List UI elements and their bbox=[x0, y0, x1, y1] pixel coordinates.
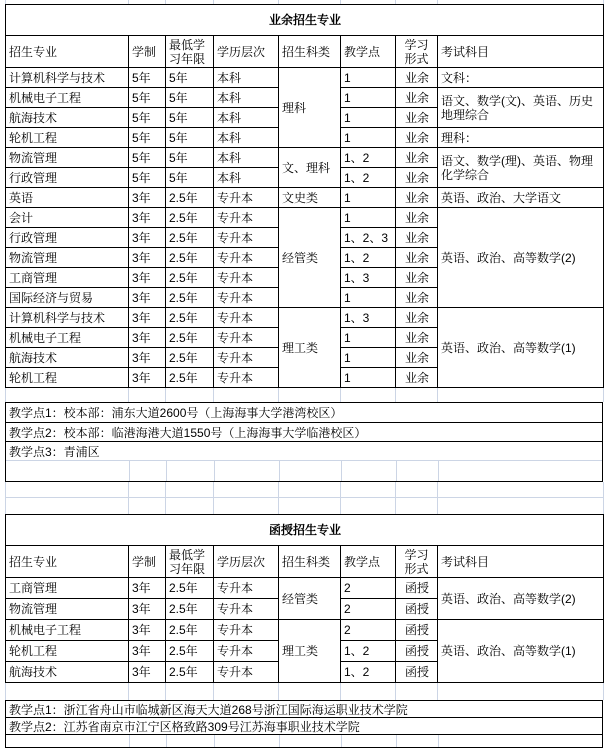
cell-site: 1 bbox=[341, 188, 396, 208]
cell-exam: 英语、政治、高等数学(2) bbox=[438, 578, 604, 620]
note-line: 教学点1：浙江省舟山市临城新区海天大道268号浙江国际海运职业技术学院 bbox=[6, 701, 602, 718]
column-header-min-years: 最低学习年限 bbox=[166, 546, 214, 578]
table-row bbox=[6, 620, 604, 641]
cell-level: 专升本 bbox=[214, 208, 279, 228]
cell-mode: 业余 bbox=[396, 268, 438, 288]
cell-years: 3年 bbox=[129, 599, 166, 620]
cell-major: 机械电子工程 bbox=[6, 88, 129, 108]
cell-years: 3年 bbox=[129, 348, 166, 368]
cell-category: 文、理科 bbox=[279, 148, 341, 188]
cell-site: 1、2 bbox=[341, 662, 396, 683]
cell-mode: 函授 bbox=[396, 662, 438, 683]
cell-level: 专升本 bbox=[214, 599, 279, 620]
cell-major: 行政管理 bbox=[6, 228, 129, 248]
table-title: 函授招生专业 bbox=[6, 515, 604, 546]
cell-min-years: 5年 bbox=[166, 88, 214, 108]
cell-level: 本科 bbox=[214, 148, 279, 168]
cell-site: 1 bbox=[341, 108, 396, 128]
cell-years: 3年 bbox=[129, 328, 166, 348]
cell-mode: 函授 bbox=[396, 578, 438, 599]
cell-years: 5年 bbox=[129, 148, 166, 168]
cell-level: 专升本 bbox=[214, 188, 279, 208]
cell-site: 1、2 bbox=[341, 168, 396, 188]
cell-min-years: 5年 bbox=[166, 68, 214, 88]
cell-major: 计算机科学与技术 bbox=[6, 308, 129, 328]
column-header-exam: 考试科目 bbox=[438, 546, 604, 578]
table-row bbox=[6, 148, 604, 168]
cell-years: 5年 bbox=[129, 128, 166, 148]
cell-major: 计算机科学与技术 bbox=[6, 68, 129, 88]
cell-site: 1 bbox=[341, 128, 396, 148]
cell-major: 轮机工程 bbox=[6, 368, 129, 388]
cell-exam: 英语、政治、高等数学(1) bbox=[438, 308, 604, 388]
cell-min-years: 2.5年 bbox=[166, 188, 214, 208]
cell-mode: 业余 bbox=[396, 248, 438, 268]
table-row bbox=[6, 188, 604, 208]
cell-site: 2 bbox=[341, 599, 396, 620]
gridline-strip bbox=[6, 735, 604, 747]
cell-min-years: 5年 bbox=[166, 108, 214, 128]
cell-min-years: 2.5年 bbox=[166, 641, 214, 662]
cell-years: 3年 bbox=[129, 620, 166, 641]
cell-min-years: 5年 bbox=[166, 148, 214, 168]
cell-min-years: 2.5年 bbox=[166, 288, 214, 308]
cell-min-years: 2.5年 bbox=[166, 368, 214, 388]
cell-level: 本科 bbox=[214, 88, 279, 108]
cell-years: 3年 bbox=[129, 641, 166, 662]
cell-category: 经管类 bbox=[279, 578, 341, 620]
cell-min-years: 2.5年 bbox=[166, 308, 214, 328]
gridline-strip bbox=[5, 683, 604, 700]
cell-mode: 业余 bbox=[396, 228, 438, 248]
hanshou-table bbox=[5, 514, 604, 683]
cell-exam: 文科： bbox=[438, 68, 604, 88]
cell-min-years: 2.5年 bbox=[166, 599, 214, 620]
cell-years: 3年 bbox=[129, 662, 166, 683]
table-row bbox=[6, 68, 604, 88]
cell-mode: 业余 bbox=[396, 68, 438, 88]
cell-years: 5年 bbox=[129, 88, 166, 108]
cell-level: 专升本 bbox=[214, 348, 279, 368]
hanshou-notes bbox=[5, 700, 603, 748]
column-header-major: 招生专业 bbox=[6, 546, 129, 578]
cell-major: 机械电子工程 bbox=[6, 620, 129, 641]
cell-level: 专升本 bbox=[214, 288, 279, 308]
cell-min-years: 2.5年 bbox=[166, 348, 214, 368]
cell-site: 1 bbox=[341, 288, 396, 308]
cell-site: 1、2 bbox=[341, 641, 396, 662]
cell-level: 专升本 bbox=[214, 578, 279, 599]
column-header-category: 招生科类 bbox=[279, 36, 341, 68]
cell-years: 5年 bbox=[129, 168, 166, 188]
cell-site: 1 bbox=[341, 348, 396, 368]
column-header-min-years: 最低学习年限 bbox=[166, 36, 214, 68]
cell-years: 3年 bbox=[129, 208, 166, 228]
cell-category: 理工类 bbox=[279, 308, 341, 388]
gridline-strip bbox=[5, 498, 604, 514]
cell-mode: 业余 bbox=[396, 208, 438, 228]
note-line: 教学点3：青浦区 bbox=[6, 442, 602, 461]
cell-min-years: 2.5年 bbox=[166, 208, 214, 228]
cell-min-years: 2.5年 bbox=[166, 228, 214, 248]
column-header-category: 招生科类 bbox=[279, 546, 341, 578]
column-header-mode: 学习形式 bbox=[396, 546, 438, 578]
cell-mode: 业余 bbox=[396, 308, 438, 328]
table-row bbox=[6, 208, 604, 228]
cell-site: 1、2 bbox=[341, 248, 396, 268]
cell-mode: 业余 bbox=[396, 368, 438, 388]
column-header-site: 教学点 bbox=[341, 546, 396, 578]
cell-major: 行政管理 bbox=[6, 168, 129, 188]
cell-site: 1 bbox=[341, 328, 396, 348]
column-header-exam: 考试科目 bbox=[438, 36, 604, 68]
cell-major: 英语 bbox=[6, 188, 129, 208]
column-header-site: 教学点 bbox=[341, 36, 396, 68]
cell-exam: 英语、政治、高等数学(2) bbox=[438, 208, 604, 308]
cell-mode: 业余 bbox=[396, 288, 438, 308]
cell-category: 理工类 bbox=[279, 620, 341, 683]
yeyu-notes bbox=[5, 402, 603, 482]
cell-level: 本科 bbox=[214, 68, 279, 88]
note-line: 教学点2：江苏省南京市江宁区格致路309号江苏海事职业技术学院 bbox=[6, 718, 602, 735]
cell-major: 国际经济与贸易 bbox=[6, 288, 129, 308]
yeyu-table bbox=[5, 4, 604, 388]
column-header-mode: 学习形式 bbox=[396, 36, 438, 68]
gridline-strip bbox=[5, 388, 604, 402]
cell-years: 3年 bbox=[129, 188, 166, 208]
cell-exam: 语文、数学(理)、英语、物理化学综合 bbox=[438, 148, 604, 188]
cell-level: 专升本 bbox=[214, 248, 279, 268]
table-title: 业余招生专业 bbox=[6, 5, 604, 36]
cell-level: 专升本 bbox=[214, 328, 279, 348]
cell-major: 物流管理 bbox=[6, 248, 129, 268]
gridline-strip bbox=[6, 461, 604, 481]
gridline-strip bbox=[5, 482, 604, 498]
cell-category: 理科 bbox=[279, 68, 341, 148]
cell-min-years: 5年 bbox=[166, 168, 214, 188]
cell-mode: 业余 bbox=[396, 88, 438, 108]
cell-category: 文史类 bbox=[279, 188, 341, 208]
cell-mode: 函授 bbox=[396, 599, 438, 620]
column-header-years: 学制 bbox=[129, 36, 166, 68]
cell-site: 1 bbox=[341, 68, 396, 88]
column-header-level: 学历层次 bbox=[214, 546, 279, 578]
cell-mode: 业余 bbox=[396, 348, 438, 368]
cell-exam: 理科： bbox=[438, 128, 604, 148]
cell-mode: 业余 bbox=[396, 108, 438, 128]
cell-mode: 业余 bbox=[396, 168, 438, 188]
cell-min-years: 2.5年 bbox=[166, 268, 214, 288]
cell-major: 航海技术 bbox=[6, 662, 129, 683]
cell-level: 专升本 bbox=[214, 368, 279, 388]
cell-years: 5年 bbox=[129, 68, 166, 88]
cell-major: 轮机工程 bbox=[6, 641, 129, 662]
cell-category: 经管类 bbox=[279, 208, 341, 308]
cell-min-years: 2.5年 bbox=[166, 620, 214, 641]
cell-level: 本科 bbox=[214, 108, 279, 128]
cell-major: 物流管理 bbox=[6, 148, 129, 168]
column-header-level: 学历层次 bbox=[214, 36, 279, 68]
cell-level: 本科 bbox=[214, 168, 279, 188]
cell-site: 2 bbox=[341, 620, 396, 641]
cell-years: 3年 bbox=[129, 268, 166, 288]
cell-min-years: 2.5年 bbox=[166, 662, 214, 683]
cell-years: 3年 bbox=[129, 228, 166, 248]
cell-years: 3年 bbox=[129, 248, 166, 268]
cell-site: 1、2、3 bbox=[341, 228, 396, 248]
cell-years: 5年 bbox=[129, 108, 166, 128]
cell-major: 工商管理 bbox=[6, 268, 129, 288]
cell-major: 机械电子工程 bbox=[6, 328, 129, 348]
cell-site: 1 bbox=[341, 368, 396, 388]
cell-level: 专升本 bbox=[214, 662, 279, 683]
cell-major: 航海技术 bbox=[6, 108, 129, 128]
cell-min-years: 2.5年 bbox=[166, 578, 214, 599]
note-line: 教学点2：校本部：临港海港大道1550号（上海海事大学临港校区） bbox=[6, 423, 602, 442]
column-header-years: 学制 bbox=[129, 546, 166, 578]
cell-major: 物流管理 bbox=[6, 599, 129, 620]
cell-level: 专升本 bbox=[214, 641, 279, 662]
cell-level: 专升本 bbox=[214, 308, 279, 328]
cell-exam: 英语、政治、大学语文 bbox=[438, 188, 604, 208]
cell-level: 专升本 bbox=[214, 268, 279, 288]
cell-mode: 函授 bbox=[396, 641, 438, 662]
cell-site: 1、3 bbox=[341, 308, 396, 328]
cell-exam: 英语、政治、高等数学(1) bbox=[438, 620, 604, 683]
cell-min-years: 2.5年 bbox=[166, 328, 214, 348]
table-row bbox=[6, 308, 604, 328]
cell-site: 1、3 bbox=[341, 268, 396, 288]
cell-level: 专升本 bbox=[214, 228, 279, 248]
cell-major: 轮机工程 bbox=[6, 128, 129, 148]
cell-level: 专升本 bbox=[214, 620, 279, 641]
cell-years: 3年 bbox=[129, 368, 166, 388]
cell-site: 1 bbox=[341, 208, 396, 228]
cell-site: 2 bbox=[341, 578, 396, 599]
cell-major: 工商管理 bbox=[6, 578, 129, 599]
cell-min-years: 5年 bbox=[166, 128, 214, 148]
cell-major: 会计 bbox=[6, 208, 129, 228]
cell-major: 航海技术 bbox=[6, 348, 129, 368]
cell-exam: 语文、数学(文)、英语、历史地理综合 bbox=[438, 88, 604, 128]
cell-site: 1、2 bbox=[341, 148, 396, 168]
cell-years: 3年 bbox=[129, 288, 166, 308]
column-header-major: 招生专业 bbox=[6, 36, 129, 68]
cell-years: 3年 bbox=[129, 578, 166, 599]
cell-mode: 业余 bbox=[396, 188, 438, 208]
cell-mode: 业余 bbox=[396, 148, 438, 168]
cell-mode: 业余 bbox=[396, 128, 438, 148]
table-row bbox=[6, 578, 604, 599]
cell-mode: 业余 bbox=[396, 328, 438, 348]
note-line: 教学点1：校本部：浦东大道2600号（上海海事大学港湾校区） bbox=[6, 403, 602, 423]
cell-site: 1 bbox=[341, 88, 396, 108]
cell-years: 3年 bbox=[129, 308, 166, 328]
cell-mode: 函授 bbox=[396, 620, 438, 641]
cell-level: 本科 bbox=[214, 128, 279, 148]
cell-min-years: 2.5年 bbox=[166, 248, 214, 268]
